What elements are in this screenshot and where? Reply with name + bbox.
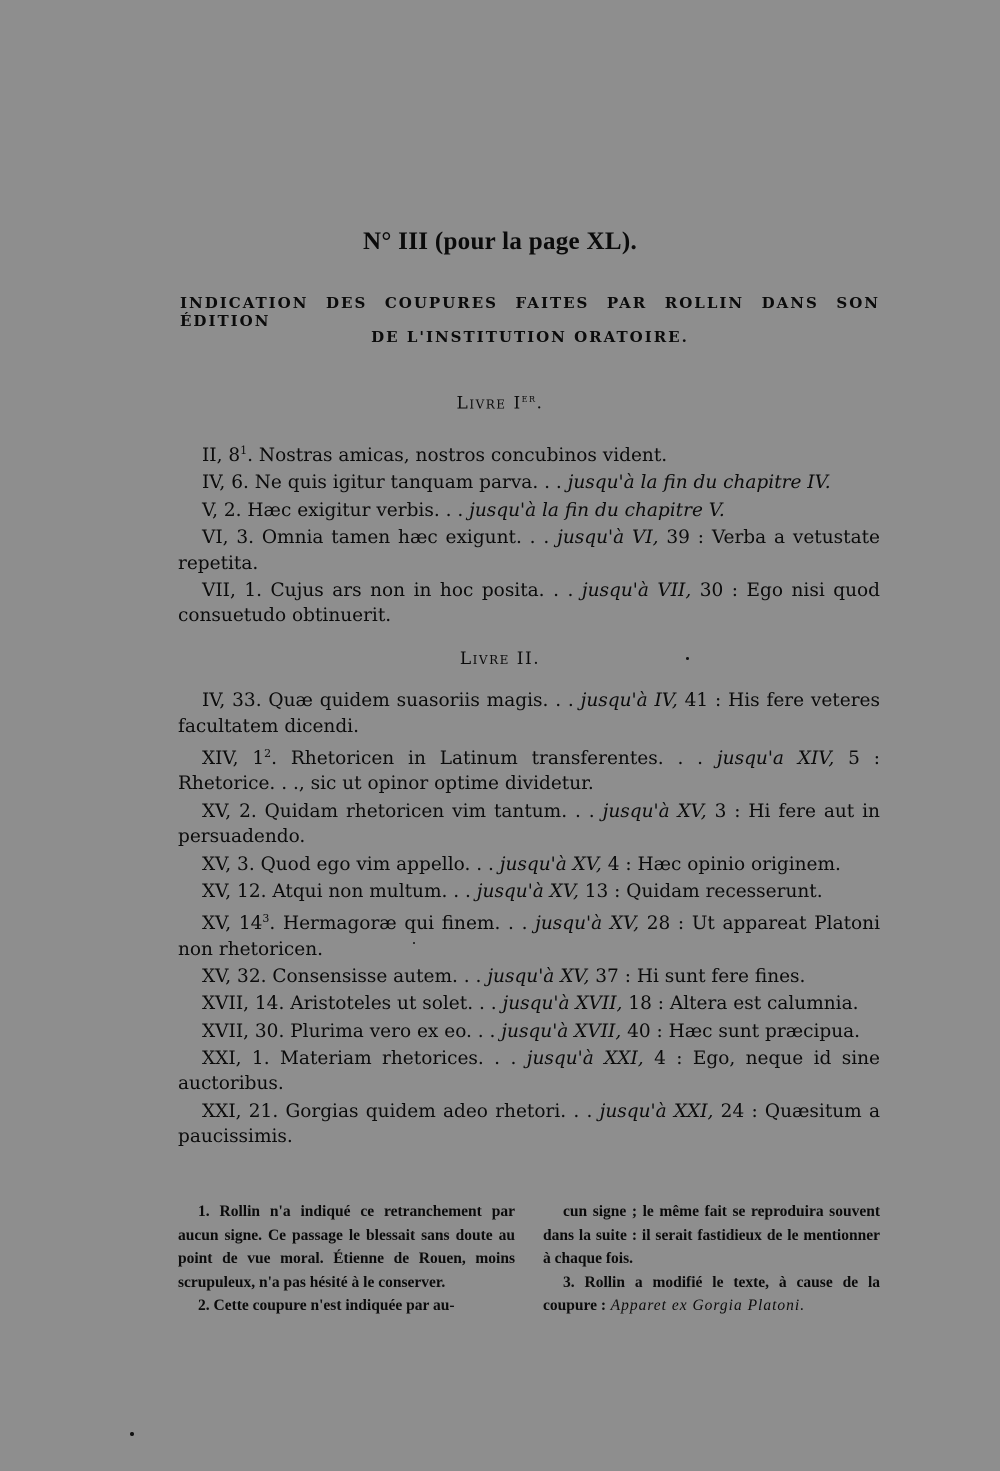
entry-ref-text: XXI, 1. (202, 1047, 270, 1069)
entry-range: jusqu'à XV, (470, 880, 579, 902)
footnote-quote: Apparet ex Gorgia Platoni. (606, 1297, 806, 1314)
entry-ref-text: XVII, 30. (202, 1020, 285, 1042)
book-2-heading: Livre II. (459, 649, 541, 669)
entry-reference (202, 854, 255, 875)
entry (178, 470, 880, 496)
entry-text: Hæc exigitur verbis. . . (241, 499, 464, 521)
entry (178, 578, 880, 629)
book-1-label: Livre I (456, 393, 522, 414)
entry-range: jusqu'à la fin du chapitre V. (463, 499, 725, 521)
entry-range: jusqu'a XIV, (703, 747, 835, 769)
entry-text: Aristoteles ut solet. . . (284, 993, 497, 1015)
entry-reference (202, 913, 269, 934)
entry-ending: 41 : His fere veteres facultatem dicendi. (178, 690, 880, 737)
entry-reference (202, 881, 266, 902)
entry (178, 498, 880, 524)
entry (178, 741, 880, 797)
entry-ending: 5 : Rhetorice. . ., sic ut opinor optime dividetur. (178, 747, 881, 795)
entry-ref-text: XVII, 14. (202, 993, 285, 1015)
entry-reference (202, 500, 242, 521)
subtitle-line-2: DE L'INSTITUTION ORATOIRE. (371, 328, 689, 346)
ink-speck (413, 942, 415, 944)
entry-reference (202, 1101, 278, 1122)
entry-ref-text: VII, 1. (202, 579, 263, 601)
entry-reference (202, 748, 271, 769)
book-1-heading (0, 392, 1000, 414)
page-title: N° III (pour la page XL). (362, 228, 638, 255)
entry (178, 1019, 880, 1045)
footnote-marker: 1 (240, 444, 248, 457)
entry (178, 906, 880, 962)
book-1-label-end: . (536, 393, 544, 414)
entry-range: jusqu'à XXI, (592, 1100, 714, 1122)
entry-range: jusqu'à XVII, (496, 993, 623, 1015)
entry-text: Plurima vero ex eo. . . (284, 1020, 496, 1042)
ink-speck (686, 657, 689, 660)
entry-ending: 28 : Ut appareat Platoni non rhetoricen. (178, 913, 880, 960)
entry (178, 1046, 880, 1097)
entry-ending: 18 : Altera est calumnia. (622, 993, 859, 1015)
footnote-text: cun signe ; le même fait se reproduira souvent dans la suite : il serait fastidieux de le mentionner à chaque fois. (543, 1203, 880, 1267)
entry-ref-text: IV, 33. (202, 690, 262, 711)
book-1-entries (178, 438, 880, 631)
entry (178, 852, 880, 878)
entry-reference (202, 1021, 284, 1042)
entry-range: jusqu'à XV, (594, 800, 707, 822)
entry-ref-text: XV, 3. (202, 853, 255, 875)
footnote (178, 1200, 515, 1294)
entry-range: jusqu'à XV, (493, 853, 602, 875)
entry (178, 1099, 880, 1150)
entry-ref-text: XIV, 1 (202, 747, 265, 769)
footnotes-right-column (543, 1200, 880, 1318)
book-1-label-sup: er (521, 392, 537, 405)
entry-ref-text: IV, 6. (202, 472, 249, 494)
entry-reference (202, 1048, 270, 1069)
entry-text: Quidam rhetoricen vim tantum. . . (256, 800, 595, 822)
entry-text: . Rhetoricen in Latinum transferentes. . . (271, 747, 704, 769)
entry-reference (202, 580, 262, 601)
entry-range: jusqu'à IV, (573, 690, 678, 711)
entry-range: jusqu'à la fin du chapitre IV. (561, 472, 831, 494)
entry (178, 879, 880, 905)
footnote-text: 1. Rollin n'a indiqué ce retranchement par aucun signe. Ce passage le blessait sans doute au point de vue moral. Étienne de Rouen, moins scrupuleux, n'a pas hésité à le conserver. (178, 1203, 515, 1291)
entry-ending: 24 : Quæsitum a paucissimis. (178, 1100, 880, 1148)
entry-ref-text: II, 8 (202, 445, 241, 467)
footnotes (178, 1200, 880, 1318)
entry-text: Cujus ars non in hoc posita. . . (262, 579, 574, 601)
entry-text: Atqui non multum. . . (266, 880, 471, 902)
entry-text: Consensisse autem. . . (266, 966, 482, 988)
entry-text: Quæ quidem suasoriis magis. . . (261, 690, 574, 711)
entry-ending: 30 : Ego nisi quod consuetudo obtinuerit. (178, 579, 880, 627)
entry (178, 991, 880, 1017)
entry-text: . Hermagoræ qui finem. . . (269, 913, 528, 935)
subtitle-line-1: INDICATION DES COUPURES FAITES PAR ROLLIN DANS SON ÉDITION (180, 294, 880, 330)
entry-ending: 3 : Hi fere aut in persuadendo. (178, 800, 880, 848)
entry-range: jusqu'à XV, (527, 913, 640, 935)
entry-reference (202, 690, 262, 711)
entry-ref-text: V, 2. (202, 499, 242, 521)
entry-ref-text: VI, 3. (202, 527, 255, 549)
entry (178, 799, 880, 850)
entry-range: jusqu'à XVII, (495, 1020, 622, 1042)
footnote-marker: 2 (264, 746, 272, 760)
entry (178, 688, 880, 739)
entry-reference (202, 445, 247, 466)
entry-ending: 37 : Hi sunt fere fines. (589, 966, 806, 988)
footnote-marker: 3 (262, 912, 270, 926)
footnote (543, 1271, 880, 1318)
entry-text: Ne quis igitur tanquam parva. . . (248, 472, 562, 494)
footnote (543, 1200, 880, 1271)
entry-ending: 40 : Hæc sunt præcipua. (621, 1020, 861, 1042)
entry-reference (202, 472, 249, 493)
footnote-text: 2. Cette coupure n'est indiquée par au- (198, 1297, 455, 1314)
entry-ending: 13 : Quidam recesserunt. (578, 880, 823, 902)
entry (178, 964, 880, 990)
entry-ref-text: XV, 2. (202, 800, 257, 822)
entry-range: jusqu'à VI, (549, 527, 659, 549)
entry-reference (202, 966, 266, 987)
entry-ref-text: XV, 14 (202, 913, 263, 935)
entry-ref-text: XV, 32. (202, 966, 267, 988)
entry-reference (202, 993, 284, 1014)
entry-text: Gorgias quidem adeo rhetori. . . (278, 1100, 593, 1122)
ink-speck (130, 1432, 134, 1436)
entry (178, 438, 880, 469)
entry-range: jusqu'à VII, (573, 579, 692, 601)
entry-text: . Nostras amicas, nostros concubinos vident. (247, 445, 668, 467)
entry-reference (202, 527, 254, 548)
entry-ending: 4 : Hæc opinio originem. (601, 853, 841, 875)
footnotes-left-column (178, 1200, 515, 1318)
footnote-text: 3. Rollin a modifié le texte, à cause de la coupure : (543, 1273, 880, 1314)
entry-range: jusqu'à XV, (481, 966, 590, 988)
entry-text: Quod ego vim appello. . . (254, 853, 494, 875)
book-2-entries (178, 688, 880, 1152)
entry-ending: 4 : Ego, neque id sine auctoribus. (178, 1047, 880, 1095)
entry-ref-text: XXI, 21. (202, 1100, 279, 1122)
entry-ref-text: XV, 12. (202, 880, 267, 902)
entry-ending: 39 : Verba a vetustate repetita. (178, 527, 880, 574)
entry (178, 525, 880, 576)
entry-text: Materiam rhetorices. . . (269, 1047, 517, 1069)
entry-range: jusqu'à XXI, (516, 1047, 644, 1069)
entry-text: Omnia tamen hæc exigunt. . . (254, 527, 550, 549)
entry-reference (202, 801, 257, 822)
footnote (178, 1294, 515, 1318)
